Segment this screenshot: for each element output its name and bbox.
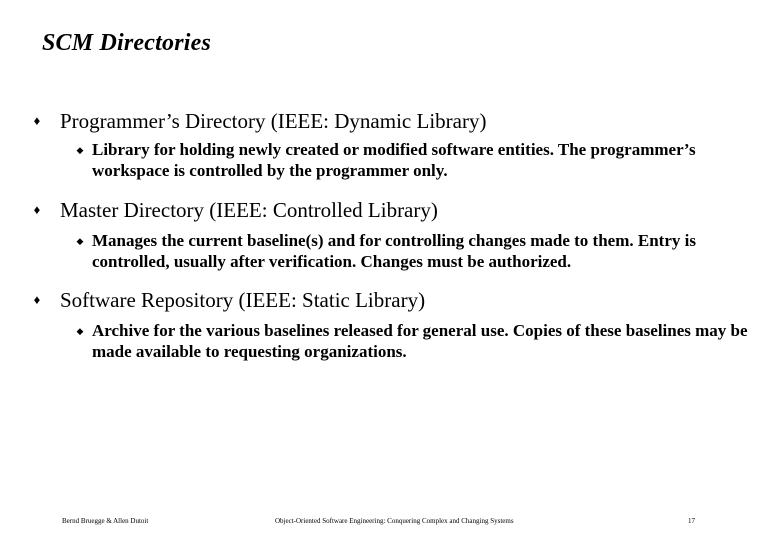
small-diamond-icon: ◆ bbox=[76, 326, 84, 336]
sub-bullet-text: Library for holding newly created or modified software entities. The programmer’s workspace is controlled by the programmer only. bbox=[92, 140, 696, 180]
slide-title: SCM Directories bbox=[42, 30, 212, 56]
diamond-icon: ♦ bbox=[33, 292, 41, 307]
small-diamond-icon: ◆ bbox=[76, 145, 84, 155]
sub-bullet-text: Archive for the various baselines released for general use. Copies of these baselines may be made available to requesting organizations. bbox=[92, 321, 748, 361]
footer-page-number: 17 bbox=[688, 517, 695, 525]
bullet-text: Software Repository (IEEE: Static Library) bbox=[60, 288, 426, 312]
bullet-text: Programmer’s Directory (IEEE: Dynamic Library) bbox=[60, 109, 487, 133]
footer-book-title: Object-Oriented Software Engineering: Conquering Complex and Changing Systems bbox=[275, 517, 514, 525]
sub-bullet-text: Manages the current baseline(s) and for controlling changes made to them. Entry is controlled, usually after verification. Changes must be authorized. bbox=[92, 231, 696, 271]
bullet-text: Master Directory (IEEE: Controlled Library) bbox=[60, 198, 438, 222]
small-diamond-icon: ◆ bbox=[76, 236, 84, 246]
diamond-icon: ♦ bbox=[33, 113, 41, 128]
footer-authors: Bernd Bruegge & Allen Dutoit bbox=[62, 517, 149, 525]
diamond-icon: ♦ bbox=[33, 202, 41, 217]
